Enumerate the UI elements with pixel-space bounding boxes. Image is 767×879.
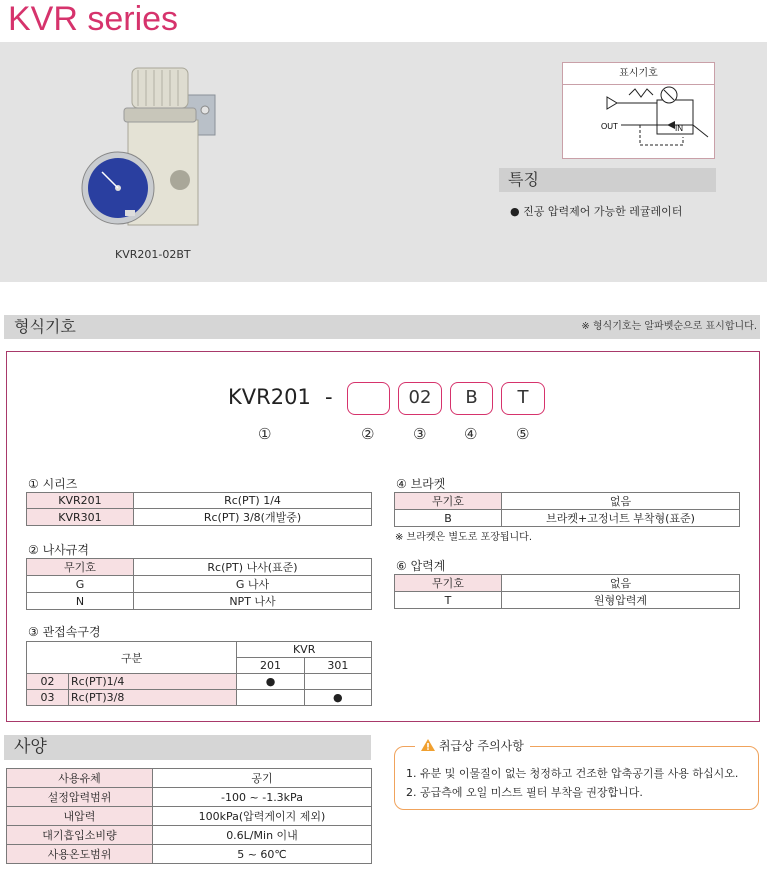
caution-title: 취급상 주의사항 [438,739,524,753]
code-number-3: ③ [413,425,427,443]
code-number-4: ④ [464,425,478,443]
table-row: T 원형압력계 [395,592,740,609]
table-row [27,642,372,658]
spec-table [6,768,372,864]
code-slot-bracket: B [450,382,493,415]
symbol-box [562,62,715,159]
table-row: 02 Rc(PT)1/4 ● [27,674,372,690]
model-code-dash: - [325,385,333,409]
regulator-symbol-icon [563,85,714,158]
table-row: B 브라켓+고정너트 부착형(표준) [395,510,740,527]
warning-icon [421,739,435,751]
feature-title: 특징 [508,170,539,189]
table-row: 무기호 없음 [395,493,740,510]
table-row: G G 나사 [27,576,372,593]
port-head-group: 구분 [27,642,237,674]
bracket-note: ※ 브라켓은 별도로 포장됩니다. [395,532,533,543]
port-title: ③ 관접속구경 [28,625,101,639]
page-title: KVR series [8,0,179,38]
product-caption: KVR201-02BT [115,248,191,261]
caution-item-1: 1. 유분 및 이물질이 없는 청정하고 건조한 압축공기를 사용 하십시오. [406,767,739,780]
table-row: KVR201 Rc(PT) 1/4 [27,493,372,509]
bracket-title: ④ 브라켓 [396,477,446,491]
thread-title: ② 나사규격 [28,543,89,557]
model-code-note: ※ 형식기호는 알파벳순으로 표시합니다. [581,321,757,332]
code-number-2: ② [361,425,375,443]
port-table [26,641,372,706]
product-image [80,60,230,245]
table-row: N NPT 나사 [27,593,372,610]
code-number-1: ① [258,425,272,443]
table-row: 내압력 100kPa(압력게이지 제외) [7,807,372,826]
table-row: 대기흡입소비량 0.6L/Min 이내 [7,826,372,845]
feature-item: ● 진공 압력제어 가능한 레귤레이터 [510,205,683,218]
spec-bar [4,735,371,760]
code-slot-gauge: T [501,382,545,415]
code-number-5: ⑤ [516,425,530,443]
port-head-kvr: KVR [237,642,372,658]
symbol-title: 표시기호 [563,63,714,85]
caution-item-2: 2. 공급측에 오일 미스트 필터 부착을 권장합니다. [406,786,643,799]
table-row: 사용유체 공기 [7,769,372,788]
model-code-title: 형식기호 [14,317,76,336]
out-label: OUT [601,122,618,131]
series-title: ① 시리즈 [28,477,78,491]
caution-header [415,737,530,755]
table-row: 201 301 [27,658,372,674]
table-row: 사용온도범위 5 ~ 60℃ [7,845,372,864]
table-row: 03 Rc(PT)3/8 ● [27,690,372,706]
gauge-table [394,574,740,609]
gauge-title: ⑥ 압력계 [396,559,446,573]
model-code-base: KVR201 [228,385,311,409]
in-label: IN [675,124,683,133]
bracket-table [394,492,740,527]
code-slot-port: 02 [398,382,442,415]
spec-title: 사양 [14,737,47,757]
code-slot-thread [347,382,390,415]
thread-table [26,558,372,610]
table-row: 무기호 없음 [395,575,740,592]
table-row: 설정압력범위 -100 ~ -1.3kPa [7,788,372,807]
table-row: 무기호 Rc(PT) 나사(표준) [27,559,372,576]
table-row: KVR301 Rc(PT) 3/8(개발중) [27,509,372,526]
series-table [26,492,372,526]
